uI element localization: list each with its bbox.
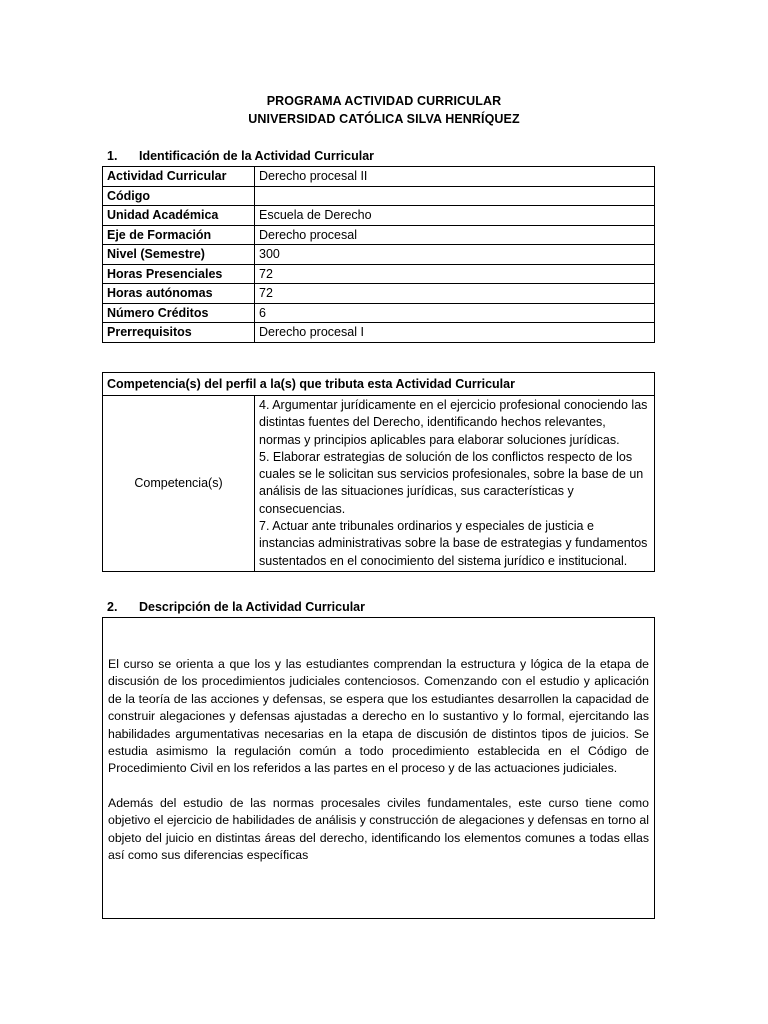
identification-table — [102, 166, 655, 343]
field-label: Nivel (Semestre) — [103, 245, 255, 265]
section-title: Descripción de la Actividad Curricular — [139, 600, 365, 614]
field-value: 72 — [255, 264, 655, 284]
description-paragraph: El curso se orienta a que los y las estudiantes comprendan la estructura y lógica de la etapa de discusión de los procedimientos judiciales contenciosos. Comenzando con el estudio y aplicación de la teoría de las acciones y defensas, se espera que los estudiantes desarrollen la capacidad de construir alegaciones y defensas ajustadas a derecho en lo sustantivo y lo formal, ejercitando las habilidades argumentativas necesarias en la etapa de discusión de distintos tipos de juicios. Se estudia asimismo la regulación común a todo procedimiento establecida en el Código de Procedimiento Civil en los referidos a las partes en el proceso y de las actuaciones judiciales. — [108, 657, 649, 776]
competency-item: 5. Elaborar estrategias de solución de los conflictos respecto de los cuales se le solicitan sus servicios profesionales, sobre la base de un análisis de las situaciones jurídicas, sus características y consecuencias. — [259, 449, 644, 516]
table-row — [103, 264, 655, 284]
field-label: Unidad Académica — [103, 206, 255, 226]
table-row — [103, 396, 655, 572]
field-value: Derecho procesal II — [255, 167, 655, 187]
table-row — [103, 323, 655, 343]
table-row — [103, 186, 655, 206]
competencies-list — [255, 396, 655, 572]
table-row — [103, 303, 655, 323]
table-row — [103, 225, 655, 245]
field-label: Código — [103, 186, 255, 206]
field-label: Prerrequisitos — [103, 323, 255, 343]
field-value: Escuela de Derecho — [255, 206, 655, 226]
field-value: 72 — [255, 284, 655, 304]
field-value: Derecho procesal — [255, 225, 655, 245]
field-label: Número Créditos — [103, 303, 255, 323]
description-text — [108, 656, 649, 881]
field-value: Derecho procesal I — [255, 323, 655, 343]
competencies-table — [102, 372, 655, 572]
field-label: Horas autónomas — [103, 284, 255, 304]
section-2-heading — [107, 600, 365, 614]
field-value: 300 — [255, 245, 655, 265]
field-value: 6 — [255, 303, 655, 323]
competencies-label: Competencia(s) — [103, 396, 255, 572]
section-title: Identificación de la Actividad Curricular — [139, 149, 375, 163]
section-number: 1. — [107, 149, 118, 163]
field-label: Horas Presenciales — [103, 264, 255, 284]
section-1-heading — [107, 149, 374, 163]
table-row — [103, 284, 655, 304]
university-name: UNIVERSIDAD CATÓLICA SILVA HENRÍQUEZ — [248, 112, 520, 126]
competency-item: 7. Actuar ante tribunales ordinarios y especiales de justicia e instancias administrativas sobre la base de estrategias y fundamentos sustentados en el conocimiento del sistema jurídico e institucional. — [259, 519, 648, 568]
field-label: Actividad Curricular — [103, 167, 255, 187]
field-value — [255, 186, 655, 206]
competencies-header: Competencia(s) del perfil a la(s) que tributa esta Actividad Curricular — [103, 373, 655, 396]
table-row — [103, 206, 655, 226]
document-title: PROGRAMA ACTIVIDAD CURRICULAR — [266, 94, 502, 108]
competency-item: 4. Argumentar jurídicamente en el ejercicio profesional conociendo las distintas fuentes del Derecho, identificando hechos relevantes, normas y principios aplicables para elaborar soluciones jurídicas. — [259, 398, 648, 447]
description-box — [102, 617, 655, 919]
description-paragraph: Además del estudio de las normas procesales civiles fundamentales, este curso tiene como objetivo el ejercicio de habilidades de análisis y construcción de alegaciones y defensas en torno al objeto del juicio en distintas áreas del derecho, identificando los elementos comunes a todas ellas así como sus diferencias específicas — [108, 795, 649, 863]
table-row — [103, 245, 655, 265]
field-label: Eje de Formación — [103, 225, 255, 245]
section-number: 2. — [107, 600, 118, 614]
table-row — [103, 167, 655, 187]
table-row — [103, 373, 655, 396]
